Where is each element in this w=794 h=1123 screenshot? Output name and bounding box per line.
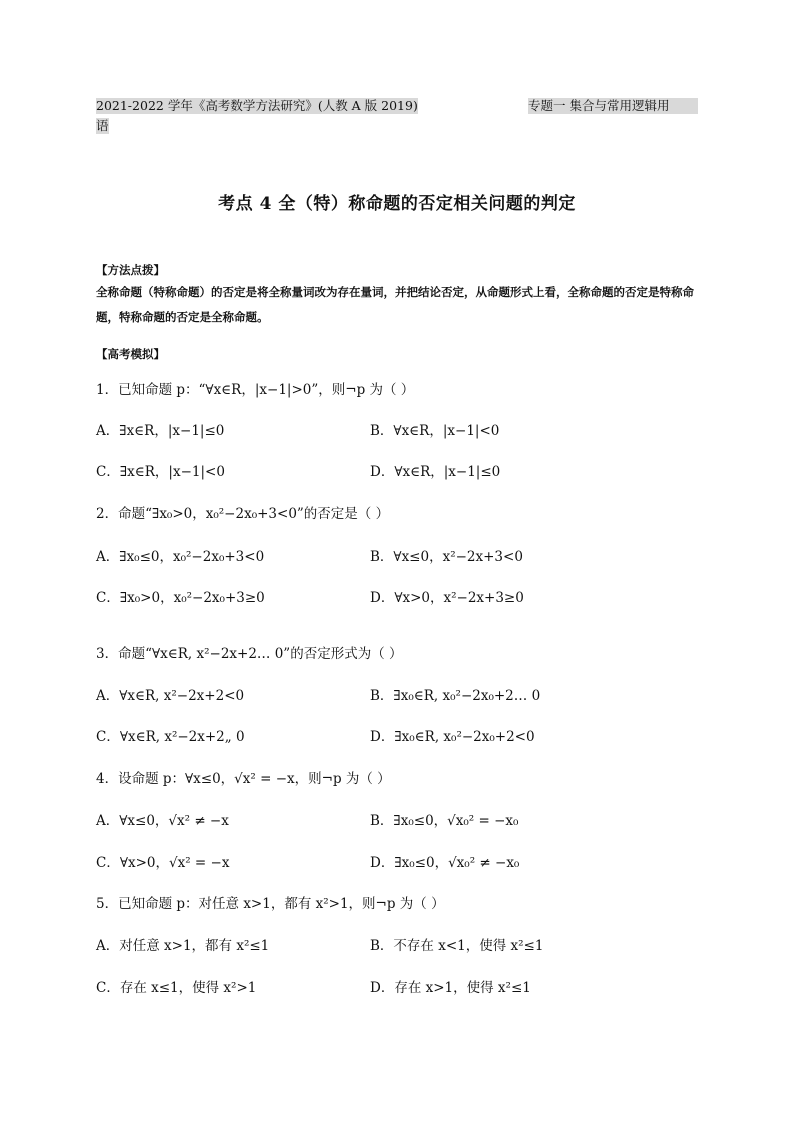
- question-stem: 2．命题“∃x₀>0，x₀²−2x₀+3<0”的否定是（ ）: [96, 506, 390, 522]
- option-c: C．∀x>0，√x² = −x: [96, 855, 230, 871]
- option-c: C．∃x₀>0，x₀²−2x₀+3≥0: [96, 590, 265, 606]
- header-wrap: 语: [96, 118, 109, 133]
- method-label: 【方法点拨】: [96, 263, 165, 277]
- option-a: A．∃x∈R，|x−1|≤0: [96, 423, 225, 439]
- page-title: 考点 4 全（特）称命题的否定相关问题的判定: [218, 194, 576, 214]
- option-b: B．∃x₀≤0，√x₀² = −x₀: [370, 813, 519, 829]
- method-text: 全称命题（特称命题）的否定是将全称量词改为存在量词，并把结论否定，从命题形式上看，全称命题的否定是特称命题，特称命题的否定是全称命题。: [96, 285, 694, 324]
- option-a: A．∀x∈R, x²−2x+2<0: [96, 688, 245, 704]
- option-b: B．∃x₀∈R, x₀²−2x₀+2… 0: [370, 688, 541, 704]
- option-d: D．∃x₀∈R, x₀²−2x₀+2<0: [370, 729, 535, 745]
- section-label: 【高考模拟】: [96, 347, 165, 361]
- option-c: C．存在 x≤1，使得 x²>1: [96, 980, 257, 996]
- option-b: B．∀x∈R，|x−1|<0: [370, 423, 500, 439]
- option-d: D．∃x₀≤0，√x₀² ≠ −x₀: [370, 855, 520, 871]
- option-d: D．∀x>0，x²−2x+3≥0: [370, 590, 524, 606]
- question-stem: 5．已知命题 p：对任意 x>1，都有 x²>1，则¬p 为（ ）: [96, 896, 445, 912]
- option-a: A．∃x₀≤0，x₀²−2x₀+3<0: [96, 549, 265, 565]
- option-a: A．对任意 x>1，都有 x²≤1: [96, 938, 270, 954]
- option-c: C．∀x∈R, x²−2x+2„ 0: [96, 729, 245, 745]
- question-stem: 3．命题“∀x∈R, x²−2x+2… 0”的否定形式为（ ）: [96, 646, 403, 662]
- header-right: 专题一 集合与常用逻辑用: [528, 98, 698, 114]
- question-stem: 4．设命题 p：∀x≤0，√x² = −x，则¬p 为（ ）: [96, 771, 391, 787]
- option-d: D．∀x∈R，|x−1|≤0: [370, 464, 501, 480]
- header-left: 2021-2022 学年《高考数学方法研究》(人教 A 版 2019): [96, 98, 418, 113]
- option-d: D．存在 x>1，使得 x²≤1: [370, 980, 531, 996]
- option-a: A．∀x≤0，√x² ≠ −x: [96, 813, 229, 829]
- option-b: B．∀x≤0，x²−2x+3<0: [370, 549, 523, 565]
- option-c: C．∃x∈R，|x−1|<0: [96, 464, 225, 480]
- question-stem: 1．已知命题 p：“∀x∈R，|x−1|>0”，则¬p 为（ ）: [96, 382, 415, 398]
- option-b: B．不存在 x<1，使得 x²≤1: [370, 938, 544, 954]
